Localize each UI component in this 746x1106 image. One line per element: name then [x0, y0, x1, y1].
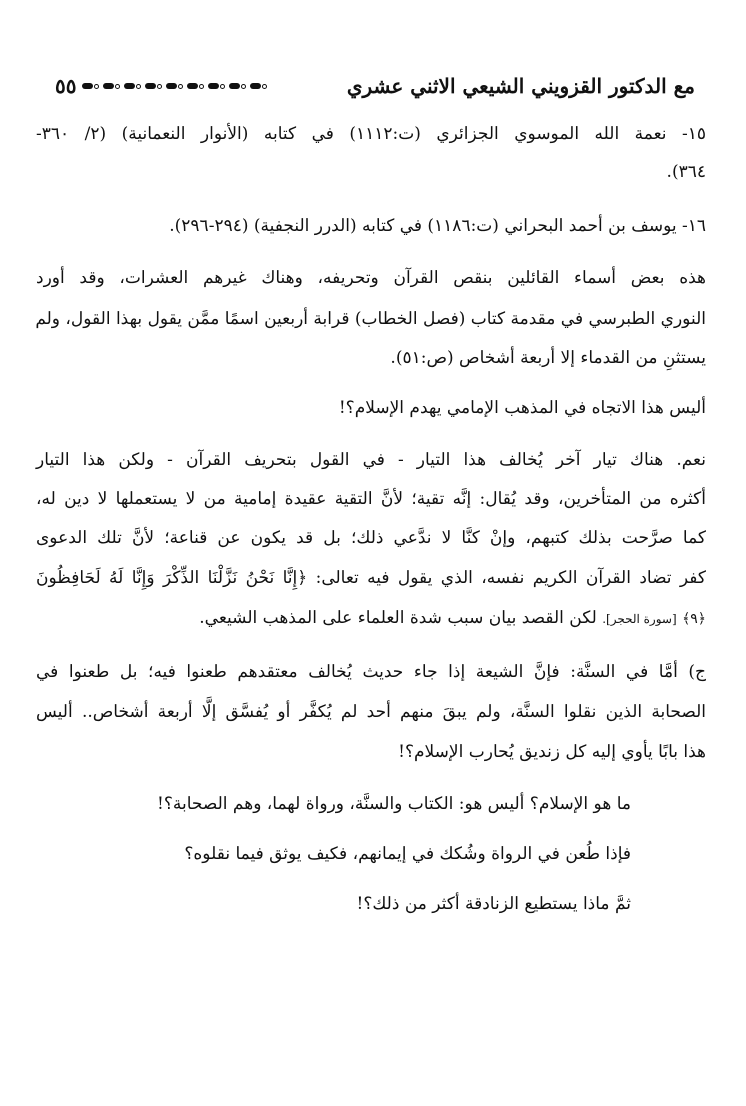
text-line: أليس هذا الاتجاه في المذهب الإمامي يهدم الإسلام؟! — [338, 398, 706, 418]
header-title: مع الدكتور القزويني الشيعي الاثني عشري — [346, 74, 695, 98]
text-line: يستثنِ من القدماء إلا أربعة أشخاص (ص:٥١). — [390, 348, 706, 368]
text-line: الصحابة الذين نقلوا السنَّة، ولم يبقَ منهم أحد لم يُكفَّر أو يُفسَّق إلَّا أربعة أشخاص.. أليس — [36, 702, 706, 722]
ornament-mark — [229, 83, 246, 89]
text-line: أكثره من المتأخرين، وقد يُقال: إنَّه تقية؛ لأنَّ التقية عقيدة إمامية من لا يستعملها لا دين له، — [36, 489, 706, 509]
ornament-mark — [82, 83, 99, 89]
surah-reference: [سورة الحجر]. — [602, 612, 677, 626]
text-line: هذا بابًا يأوي إليه كل زنديق يُحارب الإسلام؟! — [398, 742, 706, 762]
text-line: ١٥- نعمة الله الموسوي الجزائري (ت:١١١٢) في كتابه (الأنوار النعمانية) (٢/ ٣٦٠- — [36, 124, 706, 144]
text-line: كفر تضاد القرآن الكريم نفسه، الذي يقول فيه تعالى: ﴿إِنَّا نَحْنُ نَزَّلْنَا الذِّكْرَ وَإِنَّا لَهُ لَحَافِظُونَ — [36, 568, 706, 588]
verse-citation-line — [36, 606, 706, 631]
ornament-mark — [208, 83, 225, 89]
running-header — [55, 68, 695, 104]
text-line: فإذا طُعن في الرواة وشُكك في إيمانهم، فكيف يوثق فيما نقلوه؟ — [184, 844, 631, 864]
text-line: نعم. هناك تيار آخر يُخالف هذا التيار - في القول بتحريف القرآن - ولكن هذا التيار — [36, 450, 706, 470]
text-line: كما صرَّحت بذلك كتبهم، وإنْ كنَّا لا ندَّعي ذلك؛ بل قد يكون عن قناعة؛ لأنَّ تلك الدعوى — [36, 528, 706, 548]
text-line-continuation: لكن القصد بيان سبب شدة العلماء على المذهب الشيعي. — [199, 608, 597, 628]
ornament-mark — [124, 83, 141, 89]
verse-number: ﴿٩﴾ — [682, 611, 706, 627]
ornament-mark — [166, 83, 183, 89]
ornament-mark — [250, 83, 267, 89]
ornament-mark — [103, 83, 120, 89]
ornament-mark — [145, 83, 162, 89]
text-line: ٣٦٤). — [666, 162, 706, 182]
page-number: ٥٥ — [55, 74, 77, 98]
text-line: ١٦- يوسف بن أحمد البحراني (ت:١١٨٦) في كتابه (الدرر النجفية) (٢٩٤-٢٩٦). — [169, 216, 706, 236]
header-left — [55, 74, 267, 98]
text-line: ثمَّ ماذا يستطيع الزنادقة أكثر من ذلك؟! — [356, 894, 631, 914]
text-line: ما هو الإسلام؟ أليس هو: الكتاب والسنَّة، ورواة لهما، وهم الصحابة؟! — [157, 794, 631, 814]
ornament-divider — [82, 83, 267, 89]
text-line: هذه بعض أسماء القائلين بنقص القرآن وتحريفه، وهناك غيرهم العشرات، وقد أورد — [36, 268, 706, 288]
text-line: ج) أمَّا في السنَّة: فإنَّ الشيعة إذا جاء حديث يُخالف معتقدهم طعنوا فيه؛ بل طعنوا في — [36, 662, 706, 682]
ornament-mark — [187, 83, 204, 89]
text-line: النوري الطبرسي في مقدمة كتاب (فصل الخطاب) قرابة أربعين اسمًا ممَّن يقول بهذا القول، ولم — [35, 309, 706, 329]
